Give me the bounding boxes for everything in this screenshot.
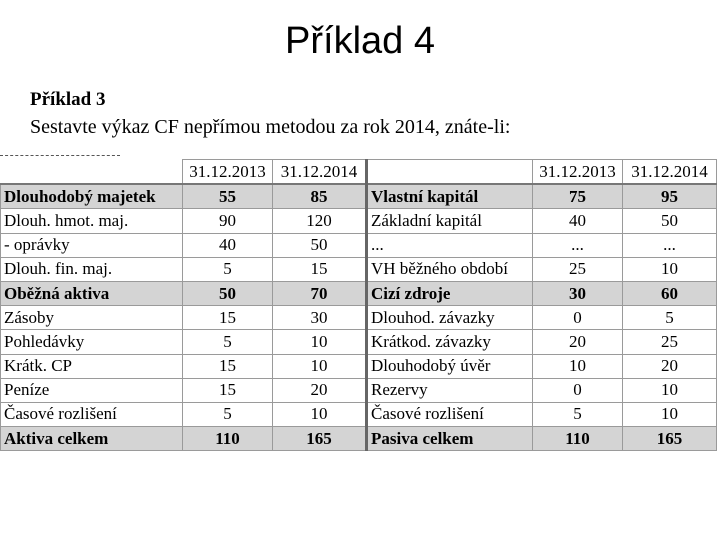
exercise-subtitle: Sestavte výkaz CF nepřímou metodou za rok 2014, znáte-li:: [30, 116, 511, 138]
liability-value-2014-cell: 50: [623, 209, 717, 233]
table-row: [1, 257, 717, 281]
header-date-liabilities-2013: 31.12.2013: [533, 160, 623, 185]
liability-label-cell: Pasiva celkem: [367, 427, 533, 451]
asset-value-2013-cell: 5: [183, 257, 273, 281]
liability-value-2013-cell: 0: [533, 378, 623, 402]
table-row: [1, 306, 717, 330]
asset-label-cell: Pohledávky: [1, 330, 183, 354]
liability-value-2014-cell: 5: [623, 306, 717, 330]
liability-label-cell: Časové rozlišení: [367, 402, 533, 426]
asset-value-2014-cell: 10: [273, 402, 367, 426]
asset-value-2013-cell: 15: [183, 354, 273, 378]
liability-label-cell: Rezervy: [367, 378, 533, 402]
liability-value-2014-cell: 10: [623, 402, 717, 426]
header-blank-assets: [1, 160, 183, 185]
asset-value-2014-cell: 165: [273, 427, 367, 451]
header-date-assets-2014: 31.12.2014: [273, 160, 367, 185]
table-row: [1, 354, 717, 378]
asset-value-2014-cell: 120: [273, 209, 367, 233]
asset-value-2014-cell: 10: [273, 330, 367, 354]
liability-label-cell: Dlouhod. závazky: [367, 306, 533, 330]
asset-label-cell: Oběžná aktiva: [1, 281, 183, 305]
liability-value-2013-cell: 5: [533, 402, 623, 426]
exercise-heading: Příklad 3: [30, 89, 106, 110]
liability-value-2013-cell: 0: [533, 306, 623, 330]
asset-label-cell: - oprávky: [1, 233, 183, 257]
asset-value-2013-cell: 15: [183, 378, 273, 402]
asset-value-2013-cell: 40: [183, 233, 273, 257]
table-row: [1, 209, 717, 233]
asset-value-2014-cell: 15: [273, 257, 367, 281]
asset-value-2014-cell: 50: [273, 233, 367, 257]
asset-value-2014-cell: 70: [273, 281, 367, 305]
liability-value-2013-cell: 110: [533, 427, 623, 451]
liability-value-2014-cell: 165: [623, 427, 717, 451]
asset-value-2014-cell: 20: [273, 378, 367, 402]
asset-value-2013-cell: 90: [183, 209, 273, 233]
table-row: [1, 427, 717, 451]
asset-value-2014-cell: 30: [273, 306, 367, 330]
balance-sheet-table: [0, 159, 717, 451]
liability-label-cell: Vlastní kapitál: [367, 184, 533, 209]
asset-value-2013-cell: 55: [183, 184, 273, 209]
table-header-row: [1, 160, 717, 185]
table-row: [1, 330, 717, 354]
asset-value-2013-cell: 5: [183, 402, 273, 426]
liability-value-2014-cell: 20: [623, 354, 717, 378]
asset-value-2013-cell: 5: [183, 330, 273, 354]
asset-value-2014-cell: 10: [273, 354, 367, 378]
header-date-assets-2013: 31.12.2013: [183, 160, 273, 185]
table-row: [1, 233, 717, 257]
table-row: [1, 402, 717, 426]
slide-title: Příklad 4: [285, 20, 435, 62]
cropped-line: [0, 155, 120, 156]
liability-value-2013-cell: 10: [533, 354, 623, 378]
asset-value-2013-cell: 15: [183, 306, 273, 330]
liability-value-2014-cell: 10: [623, 257, 717, 281]
liability-label-cell: Cizí zdroje: [367, 281, 533, 305]
header-date-liabilities-2014: 31.12.2014: [623, 160, 717, 185]
asset-label-cell: Aktiva celkem: [1, 427, 183, 451]
asset-label-cell: Krátk. CP: [1, 354, 183, 378]
asset-label-cell: Peníze: [1, 378, 183, 402]
liability-value-2013-cell: 75: [533, 184, 623, 209]
liability-value-2013-cell: 40: [533, 209, 623, 233]
liability-value-2013-cell: ...: [533, 233, 623, 257]
asset-label-cell: Dlouh. fin. maj.: [1, 257, 183, 281]
liability-value-2013-cell: 25: [533, 257, 623, 281]
asset-value-2013-cell: 50: [183, 281, 273, 305]
liability-value-2013-cell: 30: [533, 281, 623, 305]
header-blank-liabilities: [367, 160, 533, 185]
asset-value-2013-cell: 110: [183, 427, 273, 451]
table-row: [1, 378, 717, 402]
table-row: [1, 281, 717, 305]
liability-label-cell: Základní kapitál: [367, 209, 533, 233]
liability-value-2014-cell: 10: [623, 378, 717, 402]
liability-label-cell: Dlouhodobý úvěr: [367, 354, 533, 378]
asset-label-cell: Dlouhodobý majetek: [1, 184, 183, 209]
liability-label-cell: Krátkod. závazky: [367, 330, 533, 354]
liability-value-2014-cell: ...: [623, 233, 717, 257]
asset-label-cell: Dlouh. hmot. maj.: [1, 209, 183, 233]
liability-label-cell: ...: [367, 233, 533, 257]
liability-value-2014-cell: 60: [623, 281, 717, 305]
asset-label-cell: Zásoby: [1, 306, 183, 330]
liability-value-2014-cell: 95: [623, 184, 717, 209]
asset-label-cell: Časové rozlišení: [1, 402, 183, 426]
asset-value-2014-cell: 85: [273, 184, 367, 209]
table-row: [1, 184, 717, 209]
liability-value-2013-cell: 20: [533, 330, 623, 354]
liability-value-2014-cell: 25: [623, 330, 717, 354]
liability-label-cell: VH běžného období: [367, 257, 533, 281]
